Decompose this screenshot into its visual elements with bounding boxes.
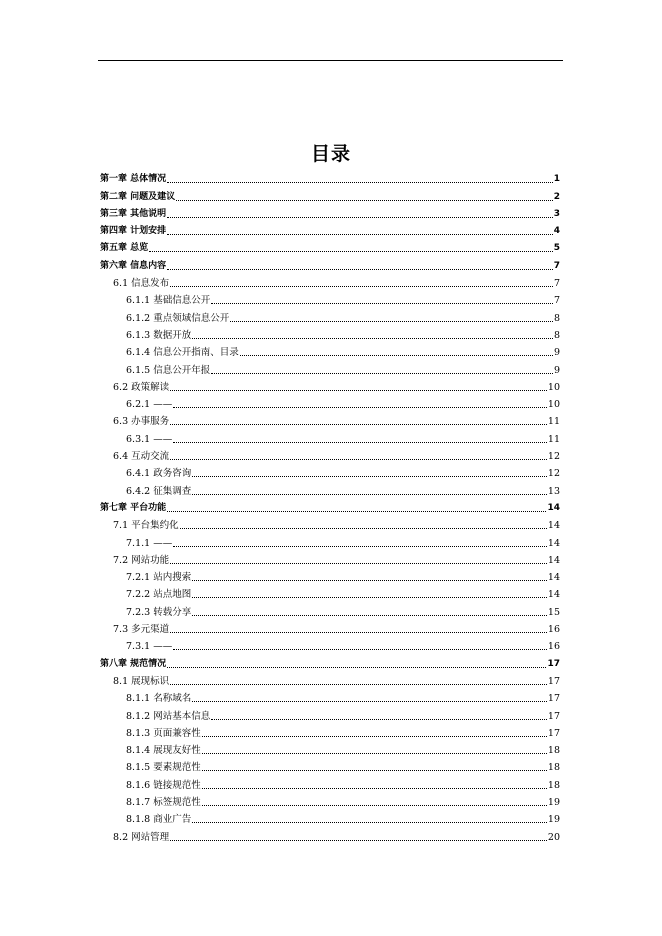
toc-entry-page: 14 (547, 572, 560, 584)
toc-entry[interactable] (100, 462, 560, 479)
toc-entry-label: 6.1 信息发布 (113, 278, 170, 290)
toc-leader-dots (192, 580, 547, 581)
toc-entry[interactable] (100, 549, 560, 566)
toc-entry[interactable] (100, 722, 560, 739)
toc-entry-label: 第二章 问题及建议 (100, 191, 176, 202)
toc-entry-label: 第八章 规范情况 (100, 658, 167, 669)
toc-entry-label: 6.3 办事服务 (113, 416, 170, 428)
toc-entry[interactable] (100, 410, 560, 427)
toc-entry-page: 5 (553, 243, 560, 254)
toc-entry-label: 7.2.3 转载分享 (126, 606, 192, 618)
toc-leader-dots (167, 234, 553, 235)
toc-leader-dots (211, 719, 547, 720)
toc-leader-dots (170, 286, 553, 287)
toc-entry[interactable] (100, 479, 560, 496)
toc-entry[interactable] (100, 583, 560, 600)
toc-leader-dots (173, 407, 547, 408)
toc-entry-page: 11 (547, 433, 560, 445)
toc-entry-page: 8 (553, 329, 560, 341)
toc-entry[interactable] (100, 168, 560, 185)
toc-entry-page: 15 (547, 606, 560, 618)
toc-leader-dots (167, 182, 553, 183)
toc-entry-label: 6.4.1 政务咨询 (126, 468, 192, 480)
toc-leader-dots (167, 269, 553, 270)
toc-entry[interactable] (100, 497, 560, 514)
toc-entry-label: 8.1 展现标识 (113, 675, 170, 687)
toc-entry[interactable] (100, 306, 560, 323)
toc-entry[interactable] (100, 289, 560, 306)
toc-leader-dots (167, 511, 546, 512)
toc-entry[interactable] (100, 808, 560, 825)
toc-entry-label: 第五章 总览 (100, 243, 149, 254)
toc-entry[interactable] (100, 600, 560, 617)
toc-entry[interactable] (100, 393, 560, 410)
toc-entry-page: 13 (547, 485, 560, 497)
toc-entry-page: 3 (553, 208, 560, 219)
toc-entry-page: 17 (547, 727, 560, 739)
toc-entry[interactable] (100, 652, 560, 669)
toc-leader-dots (170, 424, 547, 425)
toc-leader-dots (170, 459, 547, 460)
toc-entry-label: 6.1.5 信息公开年报 (126, 364, 211, 376)
toc-leader-dots (180, 528, 547, 529)
toc-entry-page: 4 (553, 226, 560, 237)
toc-entry-label: 8.1.7 标签规范性 (126, 796, 201, 808)
toc-entry[interactable] (100, 825, 560, 842)
toc-entry-label: 第一章 总体情况 (100, 174, 167, 185)
toc-leader-dots (192, 822, 547, 823)
toc-entry-page: 2 (553, 191, 560, 202)
toc-entry-page: 10 (547, 399, 560, 411)
toc-entry-label: 第三章 其他说明 (100, 208, 167, 219)
toc-entry-label: 7.3 多元渠道 (113, 624, 170, 636)
toc-entry-page: 14 (547, 589, 560, 601)
toc-entry-page: 17 (547, 693, 560, 705)
toc-entry[interactable] (100, 704, 560, 721)
toc-entry-page: 7 (553, 278, 560, 290)
toc-leader-dots (192, 338, 553, 339)
toc-entry-label: 第四章 计划安排 (100, 226, 167, 237)
toc-entry-page: 14 (547, 502, 560, 513)
toc-entry-page: 18 (547, 762, 560, 774)
toc-leader-dots (170, 390, 547, 391)
toc-entry-label: 8.1.3 页面兼容性 (126, 727, 201, 739)
toc-entry[interactable] (100, 358, 560, 375)
toc-entry[interactable] (100, 237, 560, 254)
toc-entry[interactable] (100, 514, 560, 531)
toc-entry[interactable] (100, 324, 560, 341)
toc-entry-page: 17 (547, 710, 560, 722)
toc-entry[interactable] (100, 756, 560, 773)
toc-leader-dots (192, 476, 547, 477)
toc-leader-dots (170, 840, 547, 841)
toc-entry-label: 7.2.1 站内搜索 (126, 572, 192, 584)
toc-leader-dots (240, 355, 553, 356)
toc-entry-label: 7.1 平台集约化 (113, 520, 179, 532)
toc-entry[interactable] (100, 739, 560, 756)
toc-entry-page: 19 (547, 814, 560, 826)
toc-leader-dots (192, 701, 547, 702)
toc-entry[interactable] (100, 254, 560, 271)
toc-leader-dots (230, 321, 553, 322)
toc-entry-label: 6.4.2 征集调查 (126, 485, 192, 497)
toc-entry-label: 第七章 平台功能 (100, 502, 167, 513)
toc-leader-dots (202, 788, 547, 789)
toc-entry-page: 17 (547, 675, 560, 687)
toc-entry-page: 9 (553, 364, 560, 376)
toc-entry-page: 14 (547, 537, 560, 549)
toc-leader-dots (173, 649, 547, 650)
toc-leader-dots (192, 494, 547, 495)
toc-entry[interactable] (100, 687, 560, 704)
toc-leader-dots (167, 667, 546, 668)
toc-leader-dots (192, 615, 547, 616)
toc-leader-dots (167, 217, 553, 218)
toc-entry-label: 8.1.1 名称域名 (126, 693, 192, 705)
toc-entry[interactable] (100, 272, 560, 289)
toc-entry-page: 9 (553, 347, 560, 359)
toc-entry[interactable] (100, 791, 560, 808)
toc-entry-label: 6.2.1 —— (126, 399, 173, 411)
toc-leader-dots (170, 563, 547, 564)
toc-entry-label: 7.2.2 站点地图 (126, 589, 192, 601)
toc-leader-dots (173, 442, 547, 443)
toc-leader-dots (202, 736, 547, 737)
toc-entry-label: 8.1.4 展现友好性 (126, 745, 201, 757)
toc-entry[interactable] (100, 635, 560, 652)
toc-leader-dots (202, 770, 547, 771)
toc-entry-page: 16 (547, 624, 560, 636)
toc-entry-page: 11 (547, 416, 560, 428)
toc-leader-dots (176, 200, 553, 201)
toc-entry-label: 8.1.8 商业广告 (126, 814, 192, 826)
toc-entry-page: 7 (553, 295, 560, 307)
toc-entry[interactable] (100, 618, 560, 635)
toc-entry-page: 8 (553, 312, 560, 324)
toc-leader-dots (202, 805, 547, 806)
toc-entry-label: 8.1.5 要素规范性 (126, 762, 201, 774)
header-rule (98, 60, 563, 61)
toc-entry[interactable] (100, 203, 560, 220)
toc-entry-page: 16 (547, 641, 560, 653)
toc-entry-page: 18 (547, 745, 560, 757)
toc-entry-label: 第六章 信息内容 (100, 260, 167, 271)
toc-entry-label: 6.3.1 —— (126, 433, 173, 445)
toc-title: 目录 (310, 143, 351, 165)
toc-entry[interactable] (100, 670, 560, 687)
toc-entry-label: 6.1.1 基础信息公开 (126, 295, 211, 307)
toc-entry[interactable] (100, 445, 560, 462)
toc-entry-label: 6.1.4 信息公开指南、目录 (126, 347, 239, 359)
toc-entry-label: 6.4 互动交流 (113, 451, 170, 463)
toc-entry[interactable] (100, 566, 560, 583)
toc-entry-label: 7.1.1 —— (126, 537, 173, 549)
toc-entry[interactable] (100, 220, 560, 237)
toc-entry-page: 14 (547, 520, 560, 532)
toc-entry-label: 8.2 网站管理 (113, 831, 170, 843)
toc-entry[interactable] (100, 531, 560, 548)
toc-entry[interactable] (100, 376, 560, 393)
toc-leader-dots (192, 597, 547, 598)
toc-entry-page: 18 (547, 779, 560, 791)
toc-entry-page: 1 (553, 174, 560, 185)
toc-leader-dots (170, 684, 547, 685)
toc-leader-dots (149, 251, 553, 252)
toc-entry-page: 17 (547, 658, 560, 669)
toc-entry-label: 6.2 政策解读 (113, 381, 170, 393)
toc-leader-dots (202, 753, 547, 754)
toc-leader-dots (211, 373, 553, 374)
toc-entry[interactable] (100, 185, 560, 202)
toc-entry-label: 7.2 网站功能 (113, 554, 170, 566)
toc-entry-page: 12 (547, 451, 560, 463)
table-of-contents (100, 168, 560, 843)
toc-entry-label: 6.1.3 数据开放 (126, 329, 192, 341)
toc-entry-page: 7 (553, 260, 560, 271)
toc-entry[interactable] (100, 773, 560, 790)
toc-leader-dots (211, 303, 553, 304)
toc-entry[interactable] (100, 427, 560, 444)
toc-entry-page: 19 (547, 796, 560, 808)
toc-entry-page: 10 (547, 381, 560, 393)
toc-entry-label: 8.1.2 网站基本信息 (126, 710, 211, 722)
toc-leader-dots (173, 546, 547, 547)
toc-entry-label: 8.1.6 链接规范性 (126, 779, 201, 791)
toc-entry[interactable] (100, 341, 560, 358)
toc-entry-page: 20 (547, 831, 560, 843)
toc-leader-dots (170, 632, 547, 633)
toc-entry-label: 6.1.2 重点领域信息公开 (126, 312, 230, 324)
toc-entry-page: 14 (547, 554, 560, 566)
toc-entry-label: 7.3.1 —— (126, 641, 173, 653)
toc-entry-page: 12 (547, 468, 560, 480)
